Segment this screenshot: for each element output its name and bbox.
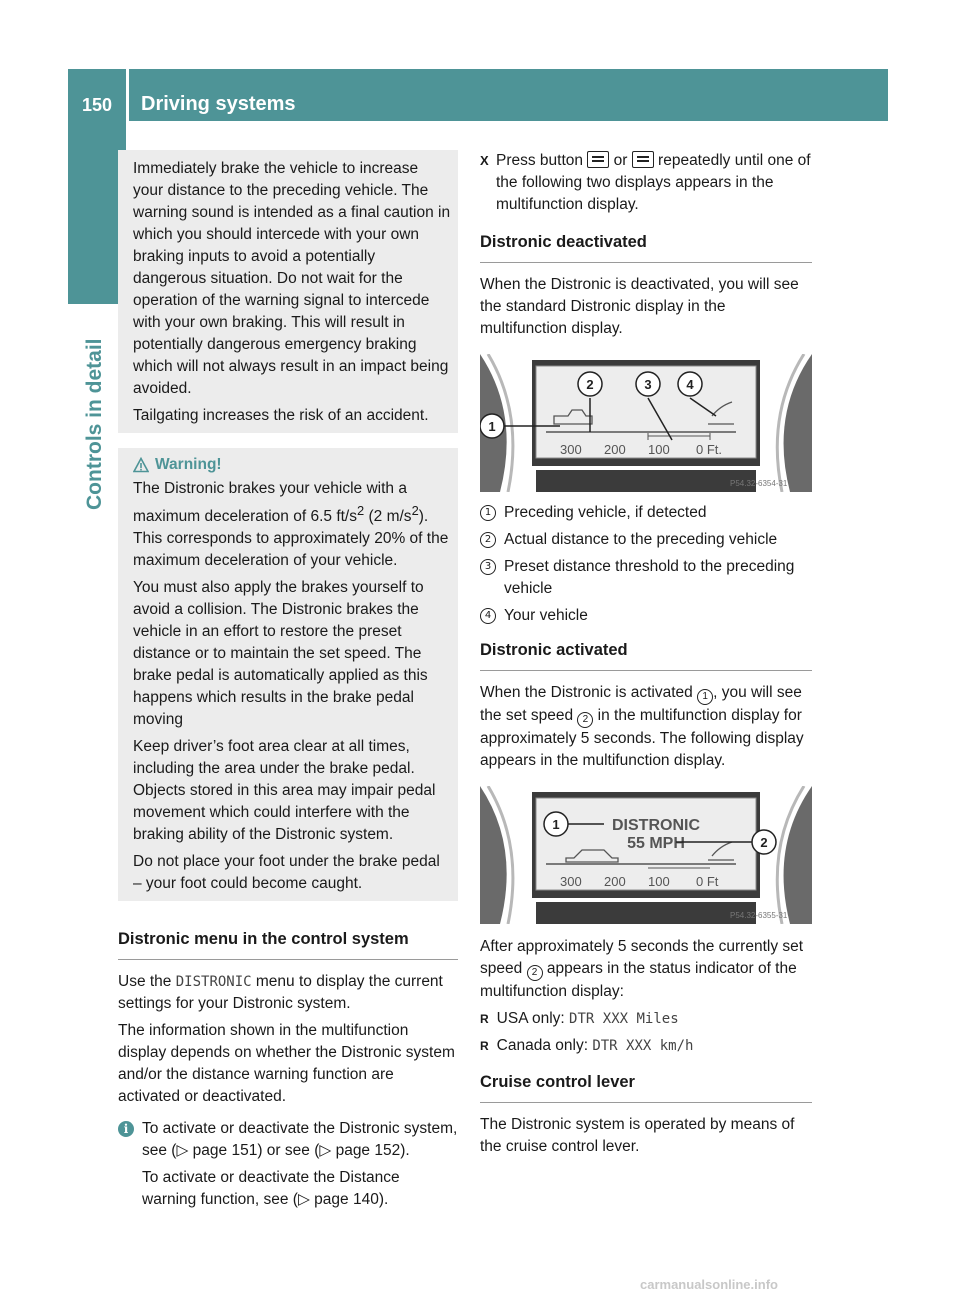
section-heading-deactivated: Distronic deactivated	[480, 231, 812, 263]
menu-p1-a: Use the	[118, 973, 176, 991]
watermark: carmanualsonline.info	[640, 1277, 778, 1292]
instruction-step	[480, 150, 812, 216]
figure-deactivated	[480, 354, 812, 492]
activated-text	[480, 682, 812, 772]
chapter-title: Driving systems	[129, 69, 888, 121]
fig2-callout-2: 2	[760, 835, 768, 850]
fig1-scale-0: 0 Ft.	[696, 442, 723, 457]
fig1-callout-1: 1	[488, 419, 496, 434]
legend-text: Preset distance threshold to the preceding vehicle	[504, 558, 795, 597]
legend-text: Your vehicle	[504, 607, 588, 624]
inline-number: 1	[697, 689, 713, 705]
fig1-scale-100: 100	[648, 442, 670, 457]
bullet-usa	[480, 1008, 812, 1030]
fig2-code: P54.32-6355-31	[730, 911, 788, 920]
warning-box	[118, 448, 458, 901]
bullet-mono: DTR XXX km/h	[592, 1038, 694, 1054]
activated-text-a: When the Distronic is activated	[480, 684, 698, 701]
step-text-a: Press button	[496, 152, 588, 169]
fig2-line2: 55 MPH	[627, 835, 685, 852]
info-paragraph-1: To activate or deactivate the Distronic system, see (▷ page 151) or see (▷ page 152).	[142, 1120, 458, 1160]
section-heading-activated: Distronic activated	[480, 639, 812, 671]
fig2-scale-100: 100	[648, 874, 670, 889]
legend-item	[480, 605, 812, 627]
fig1-scale-200: 200	[604, 442, 626, 457]
legend-number: 2	[480, 532, 496, 548]
deactivated-section	[480, 231, 812, 627]
fig1-callout-3: 3	[644, 377, 652, 392]
side-label: Controls in detail	[83, 338, 106, 510]
fig2-scale-200: 200	[604, 874, 626, 889]
bullet-text	[497, 1035, 694, 1057]
fig2-callout-1: 1	[552, 817, 560, 832]
activated-text-b: , you will see the set speed	[480, 684, 802, 724]
distronic-menu-section	[118, 928, 458, 1216]
bullet-marker: R	[480, 1012, 489, 1026]
warning-title: Warning!	[155, 456, 222, 473]
inline-number: 2	[527, 965, 543, 981]
legend-item	[480, 502, 812, 524]
right-column	[480, 150, 812, 1163]
legend-number: 4	[480, 608, 496, 624]
warning-heading	[133, 454, 452, 476]
bullet-text	[497, 1008, 679, 1030]
caution-paragraph-2: Tailgating increases the risk of an accident.	[133, 407, 429, 424]
fig1-callout-2: 2	[586, 377, 594, 392]
figure-activated	[480, 786, 812, 924]
after-text-a: After approximately 5 seconds the currently set speed	[480, 938, 804, 977]
menu-p1-b: menu to display the current settings for your Distronic system.	[118, 973, 443, 1013]
display-button-alt-icon	[632, 151, 654, 168]
warning-p1-sup1: 2	[357, 503, 365, 518]
step-marker: X	[480, 153, 489, 168]
warning-paragraph-2: You must also apply the brakes yourself to avoid a collision. The Distronic brakes the vehicle in an effort to restore the preset distance or to maintain the set speed. The brake pedal is automatically applied as this happens which results in the brake pedal moving	[133, 579, 428, 729]
fig2-scale-300: 300	[560, 874, 582, 889]
legend-item	[480, 556, 812, 600]
caution-box	[118, 150, 458, 433]
bullet-label: USA only:	[496, 1010, 570, 1027]
legend-list	[480, 502, 812, 627]
warning-p1-c: ). This corresponds to approximately 20% of the maximum deceleration of your vehicle.	[133, 508, 449, 570]
warning-triangle-icon	[133, 457, 149, 473]
menu-paragraph-2: The information shown in the multifunction display depends on whether the Distronic system and/or the distance warning function are activated or deactivated.	[118, 1022, 455, 1106]
page-number: 150	[68, 69, 126, 121]
legend-text: Preceding vehicle, if detected	[504, 504, 707, 521]
activated-text-c: in the multifunction display for approximately 5 seconds. The following display appears in the multifunction display.	[480, 707, 804, 769]
fig1-scale-300: 300	[560, 442, 582, 457]
legend-number: 3	[480, 559, 496, 575]
figure-deactivated-svg	[480, 354, 812, 492]
after-text-b: appears in the status indicator of the multifunction display:	[480, 960, 797, 1000]
step-text-or: or	[609, 152, 632, 169]
step-text	[496, 150, 812, 216]
legend-number: 1	[480, 505, 496, 521]
after-text	[480, 936, 812, 1003]
warning-paragraph-1	[133, 478, 452, 572]
figure-activated-svg	[480, 786, 812, 924]
fig1-callout-4: 4	[686, 377, 694, 392]
step-text-b: repeatedly until one of the following two displays appears in the multifunction display.	[496, 152, 811, 213]
info-note	[118, 1118, 458, 1216]
deactivated-text: When the Distronic is deactivated, you will see the standard Distronic display in the multifunction display.	[480, 276, 799, 337]
section-heading-cruise: Cruise control lever	[480, 1071, 812, 1103]
bullet-mono: DTR XXX Miles	[569, 1011, 679, 1027]
section-heading-menu: Distronic menu in the control system	[118, 928, 458, 960]
menu-paragraph-1	[118, 971, 458, 1015]
cruise-section	[480, 1071, 812, 1158]
menu-name-mono: DISTRONIC	[175, 974, 252, 991]
cruise-text: The Distronic system is operated by means of the cruise control lever.	[480, 1116, 795, 1155]
legend-item	[480, 529, 812, 551]
bullet-marker: R	[480, 1039, 489, 1053]
warning-p1-b: (2 m/s	[364, 508, 412, 526]
bullet-label: Canada only:	[496, 1037, 593, 1054]
fig1-code: P54.32-6354-31	[730, 479, 788, 488]
display-button-icon	[587, 151, 609, 168]
fig2-line1: DISTRONIC	[612, 817, 700, 834]
caution-paragraph-1: Immediately brake the vehicle to increase your distance to the preceding vehicle. The warning sound is intended as a final caution in which you should intercede with your own braking inputs to avoid a potentially dangerous situation. Do not wait for the operation of the warning signal to intercede with your own braking. This will result in potentially dangerous emergency braking which will not always result in an impact being avoided.	[133, 160, 451, 397]
info-paragraph-2: To activate or deactivate the Distance warning function, see (▷ page 140).	[142, 1169, 400, 1209]
warning-paragraph-4: Do not place your foot under the brake pedal – your foot could become caught.	[133, 853, 440, 893]
bullet-canada	[480, 1035, 812, 1057]
activated-section	[480, 639, 812, 1057]
warning-paragraph-3: Keep driver’s foot area clear at all times, including the area under the brake pedal. Objects stored in this area may impair pedal movement which could interfere with the braking ability of the Distronic system.	[133, 738, 436, 844]
left-column	[118, 150, 458, 1216]
legend-text: Actual distance to the preceding vehicle	[504, 531, 778, 548]
fig2-scale-0: 0 Ft	[696, 874, 719, 889]
warning-p1-sup2: 2	[411, 503, 419, 518]
warning-p1-a: The Distronic brakes your vehicle with a maximum deceleration of 6.5 ft/s	[133, 480, 407, 526]
info-body	[142, 1118, 458, 1216]
inline-number: 2	[577, 712, 593, 728]
info-icon: i	[118, 1121, 134, 1137]
